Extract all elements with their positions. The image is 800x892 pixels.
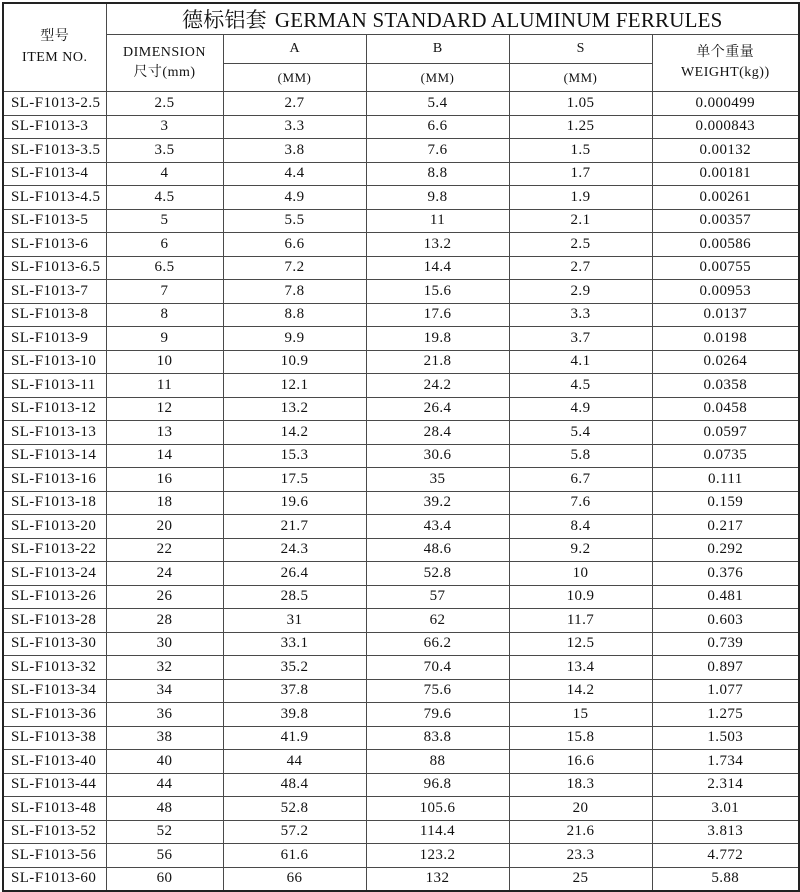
weight-cell: 1.275 xyxy=(652,703,799,727)
a-cell: 2.7 xyxy=(223,92,366,116)
b-cell: 62 xyxy=(366,609,509,633)
a-cell: 61.6 xyxy=(223,844,366,868)
s-cell: 7.6 xyxy=(509,491,652,515)
dimension-cell: 6.5 xyxy=(106,256,223,280)
a-cell: 57.2 xyxy=(223,820,366,844)
item-no-cell: SL-F1013-11 xyxy=(3,374,106,398)
item-no-cell: SL-F1013-7 xyxy=(3,280,106,304)
weight-cell: 0.481 xyxy=(652,585,799,609)
weight-cell: 1.503 xyxy=(652,726,799,750)
a-cell: 31 xyxy=(223,609,366,633)
s-cell: 1.7 xyxy=(509,162,652,186)
item-no-cell: SL-F1013-18 xyxy=(3,491,106,515)
weight-cell: 0.0264 xyxy=(652,350,799,374)
dimension-header-zh: 尺寸(mm) xyxy=(133,65,196,80)
dimension-cell: 5 xyxy=(106,209,223,233)
table-row xyxy=(3,92,799,116)
table-row xyxy=(3,256,799,280)
weight-header-zh: 单个重量 xyxy=(696,44,755,60)
col-a-unit: (MM) xyxy=(223,64,366,92)
item-no-cell: SL-F1013-6 xyxy=(3,233,106,257)
table-row xyxy=(3,726,799,750)
weight-cell: 5.88 xyxy=(652,867,799,891)
weight-cell: 0.217 xyxy=(652,515,799,539)
a-cell: 48.4 xyxy=(223,773,366,797)
b-cell: 66.2 xyxy=(366,632,509,656)
item-no-cell: SL-F1013-36 xyxy=(3,703,106,727)
s-cell: 16.6 xyxy=(509,750,652,774)
weight-cell: 0.000843 xyxy=(652,115,799,139)
table-row xyxy=(3,585,799,609)
a-cell: 5.5 xyxy=(223,209,366,233)
table-row xyxy=(3,162,799,186)
a-cell: 44 xyxy=(223,750,366,774)
a-cell: 66 xyxy=(223,867,366,891)
b-cell: 123.2 xyxy=(366,844,509,868)
table-row xyxy=(3,679,799,703)
table-row xyxy=(3,750,799,774)
dimension-cell: 7 xyxy=(106,280,223,304)
b-cell: 57 xyxy=(366,585,509,609)
weight-cell: 0.00261 xyxy=(652,186,799,210)
weight-cell: 1.077 xyxy=(652,679,799,703)
item-no-cell: SL-F1013-34 xyxy=(3,679,106,703)
weight-cell: 0.0358 xyxy=(652,374,799,398)
weight-header xyxy=(652,35,799,92)
s-cell: 18.3 xyxy=(509,773,652,797)
weight-cell: 0.603 xyxy=(652,609,799,633)
table-row xyxy=(3,139,799,163)
a-cell: 21.7 xyxy=(223,515,366,539)
weight-cell: 2.314 xyxy=(652,773,799,797)
b-cell: 75.6 xyxy=(366,679,509,703)
dimension-cell: 40 xyxy=(106,750,223,774)
b-cell: 114.4 xyxy=(366,820,509,844)
b-cell: 11 xyxy=(366,209,509,233)
a-cell: 37.8 xyxy=(223,679,366,703)
dimension-cell: 22 xyxy=(106,538,223,562)
a-cell: 6.6 xyxy=(223,233,366,257)
s-cell: 8.4 xyxy=(509,515,652,539)
dimension-cell: 30 xyxy=(106,632,223,656)
b-cell: 24.2 xyxy=(366,374,509,398)
dimension-cell: 26 xyxy=(106,585,223,609)
col-s-header: S xyxy=(509,35,652,64)
b-cell: 17.6 xyxy=(366,303,509,327)
col-b-header: B xyxy=(366,35,509,64)
b-cell: 96.8 xyxy=(366,773,509,797)
a-cell: 19.6 xyxy=(223,491,366,515)
weight-cell: 0.0458 xyxy=(652,397,799,421)
dimension-cell: 44 xyxy=(106,773,223,797)
item-no-cell: SL-F1013-24 xyxy=(3,562,106,586)
dimension-cell: 56 xyxy=(106,844,223,868)
a-cell: 8.8 xyxy=(223,303,366,327)
a-cell: 39.8 xyxy=(223,703,366,727)
s-cell: 1.25 xyxy=(509,115,652,139)
item-no-cell: SL-F1013-4 xyxy=(3,162,106,186)
dimension-cell: 16 xyxy=(106,468,223,492)
item-no-cell: SL-F1013-52 xyxy=(3,820,106,844)
table-row xyxy=(3,374,799,398)
dimension-cell: 52 xyxy=(106,820,223,844)
dimension-cell: 11 xyxy=(106,374,223,398)
item-no-cell: SL-F1013-40 xyxy=(3,750,106,774)
b-cell: 8.8 xyxy=(366,162,509,186)
table-row xyxy=(3,327,799,351)
weight-cell: 0.897 xyxy=(652,656,799,680)
s-cell: 5.4 xyxy=(509,421,652,445)
s-cell: 25 xyxy=(509,867,652,891)
b-cell: 9.8 xyxy=(366,186,509,210)
s-cell: 13.4 xyxy=(509,656,652,680)
dimension-cell: 9 xyxy=(106,327,223,351)
table-row xyxy=(3,538,799,562)
dimension-cell: 60 xyxy=(106,867,223,891)
table-row xyxy=(3,444,799,468)
item-no-header xyxy=(3,3,106,92)
a-cell: 35.2 xyxy=(223,656,366,680)
a-cell: 26.4 xyxy=(223,562,366,586)
item-no-cell: SL-F1013-26 xyxy=(3,585,106,609)
weight-cell: 0.0198 xyxy=(652,327,799,351)
s-cell: 1.9 xyxy=(509,186,652,210)
b-cell: 88 xyxy=(366,750,509,774)
s-cell: 21.6 xyxy=(509,820,652,844)
weight-cell: 0.00755 xyxy=(652,256,799,280)
a-cell: 7.2 xyxy=(223,256,366,280)
table-row xyxy=(3,209,799,233)
a-cell: 17.5 xyxy=(223,468,366,492)
dimension-cell: 3 xyxy=(106,115,223,139)
weight-cell: 0.0735 xyxy=(652,444,799,468)
b-cell: 21.8 xyxy=(366,350,509,374)
s-cell: 15 xyxy=(509,703,652,727)
weight-cell: 0.00132 xyxy=(652,139,799,163)
a-cell: 13.2 xyxy=(223,397,366,421)
table-row xyxy=(3,280,799,304)
s-cell: 2.9 xyxy=(509,280,652,304)
s-cell: 9.2 xyxy=(509,538,652,562)
item-no-cell: SL-F1013-9 xyxy=(3,327,106,351)
s-cell: 6.7 xyxy=(509,468,652,492)
dimension-cell: 4 xyxy=(106,162,223,186)
table-row xyxy=(3,397,799,421)
dimension-cell: 6 xyxy=(106,233,223,257)
a-cell: 33.1 xyxy=(223,632,366,656)
table-row xyxy=(3,703,799,727)
table-row xyxy=(3,797,799,821)
b-cell: 19.8 xyxy=(366,327,509,351)
b-cell: 35 xyxy=(366,468,509,492)
table-row xyxy=(3,632,799,656)
table-body xyxy=(3,92,799,891)
s-cell: 10.9 xyxy=(509,585,652,609)
table-row xyxy=(3,350,799,374)
b-cell: 132 xyxy=(366,867,509,891)
item-no-cell: SL-F1013-56 xyxy=(3,844,106,868)
item-no-cell: SL-F1013-12 xyxy=(3,397,106,421)
item-no-cell: SL-F1013-38 xyxy=(3,726,106,750)
b-cell: 30.6 xyxy=(366,444,509,468)
table-row xyxy=(3,491,799,515)
dimension-cell: 14 xyxy=(106,444,223,468)
s-cell: 4.5 xyxy=(509,374,652,398)
a-cell: 28.5 xyxy=(223,585,366,609)
item-no-cell: SL-F1013-48 xyxy=(3,797,106,821)
dimension-cell: 38 xyxy=(106,726,223,750)
b-cell: 83.8 xyxy=(366,726,509,750)
table-row xyxy=(3,562,799,586)
s-cell: 14.2 xyxy=(509,679,652,703)
dimension-cell: 34 xyxy=(106,679,223,703)
dimension-cell: 24 xyxy=(106,562,223,586)
b-cell: 52.8 xyxy=(366,562,509,586)
table-header xyxy=(3,3,799,92)
b-cell: 15.6 xyxy=(366,280,509,304)
a-cell: 3.8 xyxy=(223,139,366,163)
a-cell: 4.4 xyxy=(223,162,366,186)
title-row xyxy=(3,3,799,35)
item-no-cell: SL-F1013-14 xyxy=(3,444,106,468)
weight-cell: 0.111 xyxy=(652,468,799,492)
b-cell: 26.4 xyxy=(366,397,509,421)
table-row xyxy=(3,773,799,797)
dimension-cell: 2.5 xyxy=(106,92,223,116)
col-b-unit: (MM) xyxy=(366,64,509,92)
a-cell: 41.9 xyxy=(223,726,366,750)
b-cell: 39.2 xyxy=(366,491,509,515)
item-no-header-zh: 型号 xyxy=(40,29,70,45)
s-cell: 5.8 xyxy=(509,444,652,468)
item-no-cell: SL-F1013-6.5 xyxy=(3,256,106,280)
s-cell: 12.5 xyxy=(509,632,652,656)
dimension-cell: 20 xyxy=(106,515,223,539)
table-row xyxy=(3,844,799,868)
table-row xyxy=(3,515,799,539)
a-cell: 14.2 xyxy=(223,421,366,445)
s-cell: 15.8 xyxy=(509,726,652,750)
table-row xyxy=(3,303,799,327)
a-cell: 12.1 xyxy=(223,374,366,398)
weight-cell: 3.813 xyxy=(652,820,799,844)
item-no-cell: SL-F1013-13 xyxy=(3,421,106,445)
column-header-row xyxy=(3,35,799,64)
table-title xyxy=(106,3,799,35)
b-cell: 6.6 xyxy=(366,115,509,139)
weight-cell: 0.00357 xyxy=(652,209,799,233)
s-cell: 1.05 xyxy=(509,92,652,116)
dimension-header-en: DIMENSION xyxy=(122,44,207,60)
ferrules-spec-table xyxy=(2,2,800,892)
item-no-cell: SL-F1013-8 xyxy=(3,303,106,327)
table-row xyxy=(3,233,799,257)
dimension-cell: 4.5 xyxy=(106,186,223,210)
table-row xyxy=(3,468,799,492)
dimension-cell: 8 xyxy=(106,303,223,327)
a-cell: 7.8 xyxy=(223,280,366,304)
item-no-cell: SL-F1013-3 xyxy=(3,115,106,139)
col-a-header: A xyxy=(223,35,366,64)
table-row xyxy=(3,421,799,445)
dimension-header xyxy=(106,35,223,92)
weight-cell: 0.292 xyxy=(652,538,799,562)
item-no-cell: SL-F1013-30 xyxy=(3,632,106,656)
dimension-cell: 28 xyxy=(106,609,223,633)
item-no-cell: SL-F1013-2.5 xyxy=(3,92,106,116)
s-cell: 3.3 xyxy=(509,303,652,327)
s-cell: 20 xyxy=(509,797,652,821)
table-title-zh: 德标铝套 xyxy=(182,8,267,32)
a-cell: 52.8 xyxy=(223,797,366,821)
a-cell: 10.9 xyxy=(223,350,366,374)
dimension-cell: 12 xyxy=(106,397,223,421)
table-row xyxy=(3,609,799,633)
s-cell: 4.1 xyxy=(509,350,652,374)
dimension-cell: 13 xyxy=(106,421,223,445)
item-no-cell: SL-F1013-3.5 xyxy=(3,139,106,163)
weight-cell: 0.0137 xyxy=(652,303,799,327)
item-no-cell: SL-F1013-5 xyxy=(3,209,106,233)
dimension-cell: 36 xyxy=(106,703,223,727)
item-no-cell: SL-F1013-44 xyxy=(3,773,106,797)
b-cell: 28.4 xyxy=(366,421,509,445)
weight-header-en: WEIGHT(kg)) xyxy=(680,65,770,80)
dimension-cell: 18 xyxy=(106,491,223,515)
a-cell: 4.9 xyxy=(223,186,366,210)
b-cell: 7.6 xyxy=(366,139,509,163)
s-cell: 3.7 xyxy=(509,327,652,351)
weight-cell: 4.772 xyxy=(652,844,799,868)
item-no-header-en: ITEM NO. xyxy=(22,49,88,65)
s-cell: 2.1 xyxy=(509,209,652,233)
b-cell: 79.6 xyxy=(366,703,509,727)
b-cell: 13.2 xyxy=(366,233,509,257)
weight-cell: 0.00953 xyxy=(652,280,799,304)
a-cell: 15.3 xyxy=(223,444,366,468)
item-no-cell: SL-F1013-4.5 xyxy=(3,186,106,210)
weight-cell: 3.01 xyxy=(652,797,799,821)
dimension-cell: 32 xyxy=(106,656,223,680)
weight-cell: 1.734 xyxy=(652,750,799,774)
s-cell: 10 xyxy=(509,562,652,586)
a-cell: 24.3 xyxy=(223,538,366,562)
s-cell: 23.3 xyxy=(509,844,652,868)
item-no-cell: SL-F1013-32 xyxy=(3,656,106,680)
weight-cell: 0.000499 xyxy=(652,92,799,116)
item-no-cell: SL-F1013-16 xyxy=(3,468,106,492)
weight-cell: 0.00181 xyxy=(652,162,799,186)
weight-cell: 0.0597 xyxy=(652,421,799,445)
a-cell: 9.9 xyxy=(223,327,366,351)
weight-cell: 0.376 xyxy=(652,562,799,586)
table-row xyxy=(3,115,799,139)
b-cell: 105.6 xyxy=(366,797,509,821)
item-no-cell: SL-F1013-20 xyxy=(3,515,106,539)
s-cell: 11.7 xyxy=(509,609,652,633)
item-no-cell: SL-F1013-60 xyxy=(3,867,106,891)
s-cell: 2.7 xyxy=(509,256,652,280)
weight-cell: 0.00586 xyxy=(652,233,799,257)
b-cell: 70.4 xyxy=(366,656,509,680)
table-row xyxy=(3,820,799,844)
s-cell: 1.5 xyxy=(509,139,652,163)
s-cell: 4.9 xyxy=(509,397,652,421)
b-cell: 5.4 xyxy=(366,92,509,116)
item-no-cell: SL-F1013-10 xyxy=(3,350,106,374)
item-no-cell: SL-F1013-28 xyxy=(3,609,106,633)
table-row xyxy=(3,186,799,210)
weight-cell: 0.739 xyxy=(652,632,799,656)
b-cell: 14.4 xyxy=(366,256,509,280)
dimension-cell: 48 xyxy=(106,797,223,821)
dimension-cell: 10 xyxy=(106,350,223,374)
item-no-cell: SL-F1013-22 xyxy=(3,538,106,562)
table-title-en: GERMAN STANDARD ALUMINUM FERRULES xyxy=(274,8,723,32)
weight-cell: 0.159 xyxy=(652,491,799,515)
b-cell: 48.6 xyxy=(366,538,509,562)
b-cell: 43.4 xyxy=(366,515,509,539)
a-cell: 3.3 xyxy=(223,115,366,139)
dimension-cell: 3.5 xyxy=(106,139,223,163)
col-s-unit: (MM) xyxy=(509,64,652,92)
table-row xyxy=(3,656,799,680)
s-cell: 2.5 xyxy=(509,233,652,257)
